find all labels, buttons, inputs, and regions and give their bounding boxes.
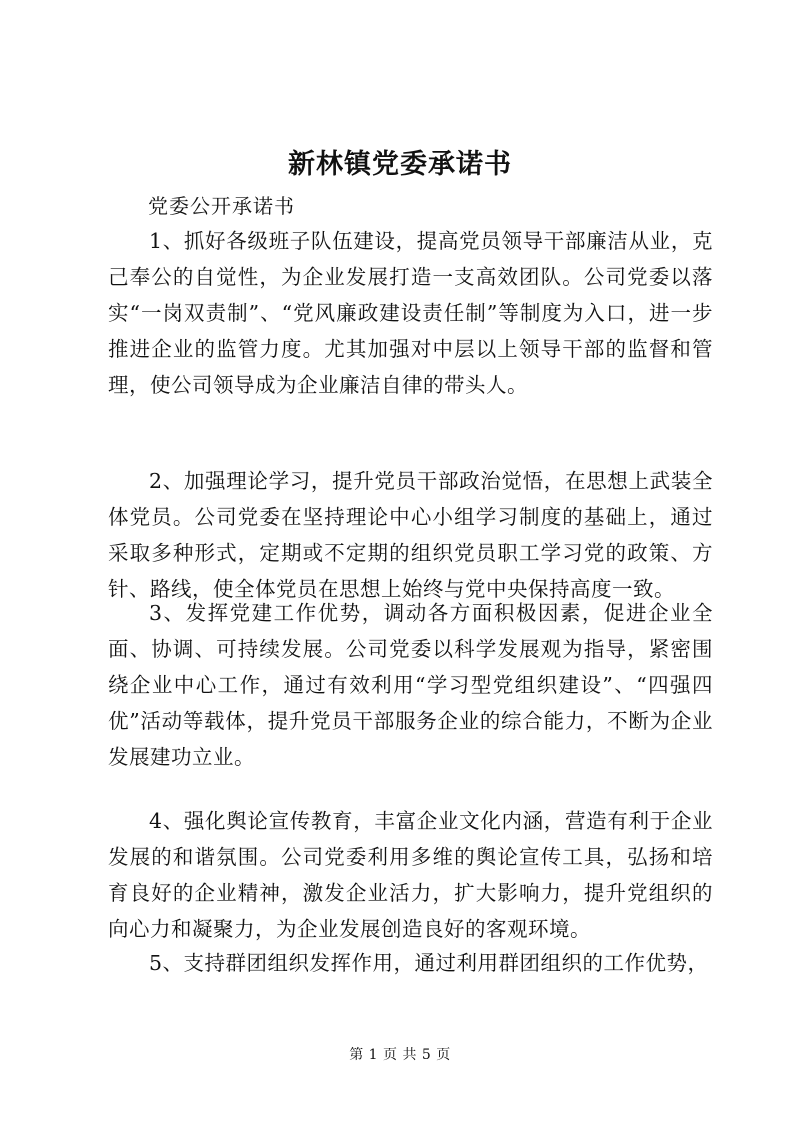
paragraph-5: 5、支持群团组织发挥作用，通过利用群团组织的工作优势， [149, 951, 709, 975]
paragraph-3: 3、发挥党建工作优势，调动各方面积极因素，促进企业全面、协调、可持续发展。公司党委以科学发展观为指导，紧密围绕企业中心工作，通过有效利用“学习型党组织建设”、“四强四优”活动等载体，提升党员干部服务企业的综合能力，不断为企业发展建功立业。 [108, 601, 713, 769]
page-title: 新林镇党委承诺书 [288, 149, 512, 180]
paragraph-1: 1、抓好各级班子队伍建设，提高党员领导干部廉洁从业，克己奉公的自觉性，为企业发展打造一支高效团队。公司党委以落实“一岗双责制”、“党风廉政建设责任制”等制度为入口，进一步推进企业的监管力度。尤其加强对中层以上领导干部的监督和管理，使公司领导成为企业廉洁自律的带头人。 [108, 229, 713, 397]
paragraph-2: 2、加强理论学习，提升党员干部政治觉悟，在思想上武装全体党员。公司党委在坚持理论中心小组学习制度的基础上，通过采取多种形式，定期或不定期的组织党员职工学习党的政策、方针、路线，使全体党员在思想上始终与党中央保持高度一致。 [108, 469, 713, 601]
paragraph-4: 4、强化舆论宣传教育，丰富企业文化内涵，营造有利于企业发展的和谐氛围。公司党委利用多维的舆论宣传工具，弘扬和培育良好的企业精神，激发企业活力，扩大影响力，提升党组织的向心力和凝聚力，为企业发展创造良好的客观环境。 [108, 809, 713, 941]
document-subtitle: 党委公开承诺书 [148, 194, 295, 218]
page-number-footer: 第 1 页 共 5 页 [349, 1047, 451, 1063]
